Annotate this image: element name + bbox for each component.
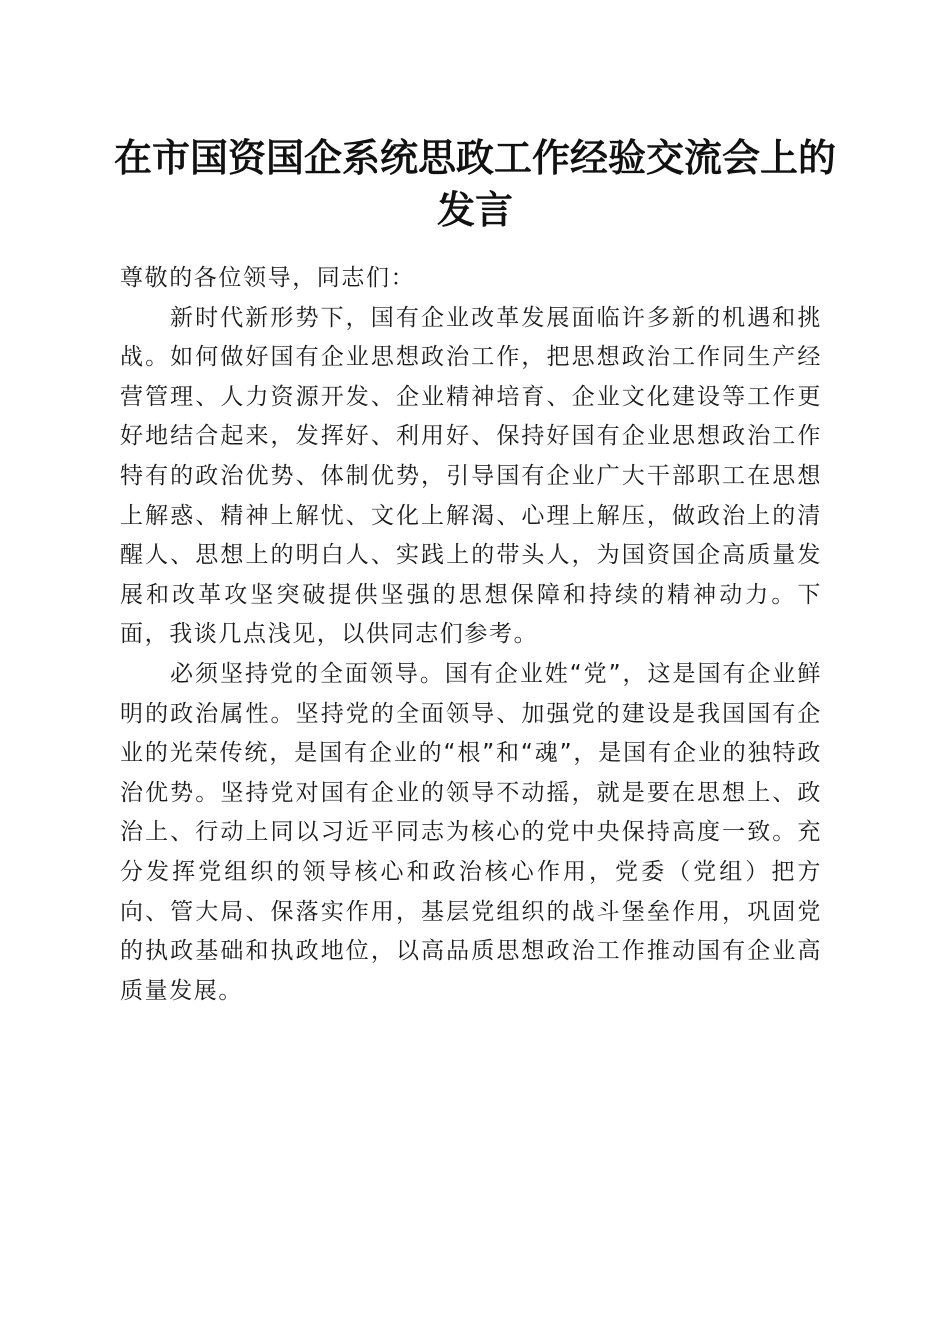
document-title: 在市国资国企系统思政工作经验交流会上的发言 <box>113 135 836 232</box>
paragraph-intro: 新时代新形势下，国有企业改革发展面临许多新的机遇和挑战。如何做好国有企业思想政治工作，把思想政治工作同生产经营管理、人力资源开发、企业精神培育、企业文化建设等工作更好地结合起来，发挥好、利用好、保持好国有企业思想政治工作特有的政治优势、体制优势，引导国有企业广大干部职工在思想上解惑、精神上解忧、文化上解渴、心理上解压，做政治上的清醒人、思想上的明白人、实践上的带头人，为国资国企高质量发展和改革攻坚突破提供坚强的思想保障和持续的精神动力。下面，我谈几点浅见，以供同志们参考。 <box>120 304 822 648</box>
document-body <box>120 259 822 1011</box>
salutation: 尊敬的各位领导，同志们： <box>120 265 416 291</box>
paragraph-party-leadership: 必须坚持党的全面领导。国有企业姓“党”，这是国有企业鲜明的政治属性。坚持党的全面领导、加强党的建设是我国国有企业的光荣传统，是国有企业的“根”和“魂”，是国有企业的独特政治优势。坚持党对国有企业的领导不动摇，就是要在思想上、政治上、行动上同以习近平同志为核心的党中央保持高度一致。充分发挥党组织的领导核心和政治核心作用，党委（党组）把方向、管大局、保落实作用，基层党组织的战斗堡垒作用，巩固党的执政基础和执政地位，以高品质思想政治工作推动国有企业高质量发展。 <box>120 660 822 1004</box>
